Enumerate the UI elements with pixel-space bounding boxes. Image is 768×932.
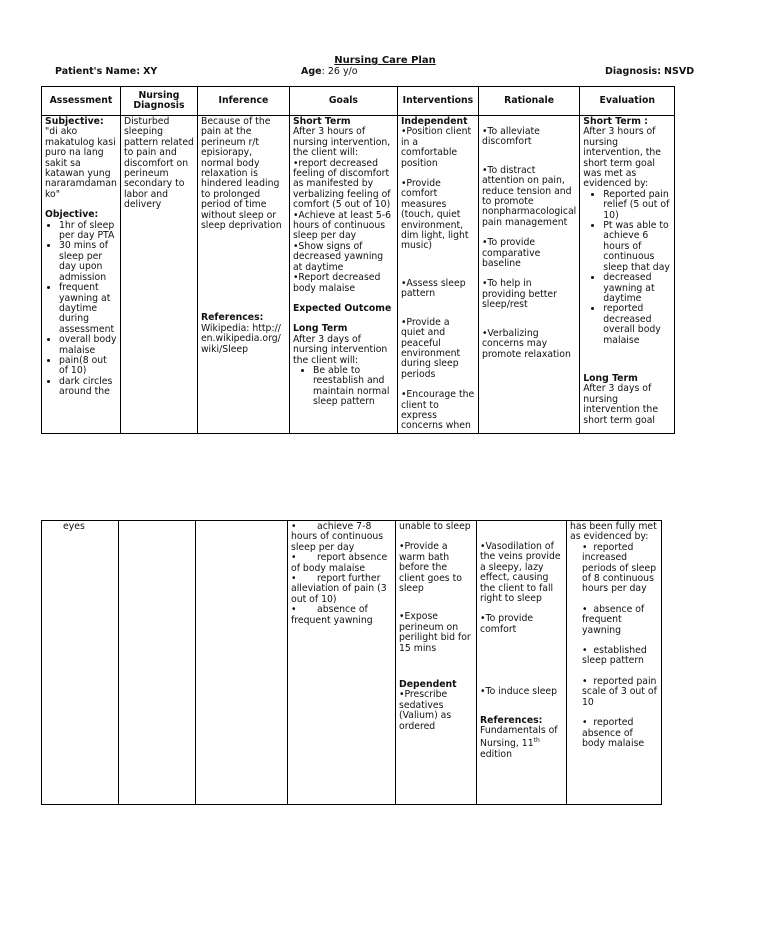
list-item: • To provide comparative baseline <box>482 238 576 269</box>
list-item: • achieve 7-8 hours of continuous sleep per day <box>291 521 384 553</box>
col-header-rationale: Rationale <box>478 87 579 116</box>
assessment-cell <box>42 116 121 434</box>
evaluation-short-term-list <box>583 190 671 346</box>
list-item: • report absence of body malaise <box>291 552 388 574</box>
list-item: • reported increased periods of sleep of 8 continuous hours per day <box>582 541 657 595</box>
diagnosis-text: Disturbed sleeping pattern related to pain and discomfort on perineum secondary to labor and delivery <box>123 116 194 211</box>
inference-text: Because of the pain at the perineum r/t episiorapy, normal body relaxation is hindered leading to prolonged period of time without sleep or sleep deprivation <box>200 116 282 232</box>
rationale-references-label: References: <box>480 714 543 726</box>
document-title: Nursing Care Plan <box>334 55 436 66</box>
evaluation-long-term-intro: After 3 days of nursing intervention the short term goal <box>583 383 659 426</box>
rationale-references-text: Fundamentals of Nursing, 11th edition <box>480 725 558 760</box>
list-item: • frequent yawning at daytime during assessment <box>59 283 117 335</box>
rationale-cell <box>478 116 579 434</box>
list-item: • Achieve at least 5-6 hours of continuous sleep per day <box>293 211 394 242</box>
list-item: • Be able to reestablish and maintain normal sleep pattern <box>313 366 394 408</box>
list-item: • Position client in a comfortable position <box>401 127 475 169</box>
table-body-row-continued <box>42 521 662 805</box>
list-item: • Expose perineum on perilight bid for 15 mins <box>399 612 473 654</box>
list-item: • reported decreased overall body malaise <box>603 304 671 346</box>
patient-name <box>55 66 157 77</box>
interventions-cell <box>397 116 478 434</box>
inference-cell <box>197 116 289 434</box>
evaluation-cell <box>580 116 675 434</box>
independent-label: Independent <box>400 116 468 127</box>
goals-short-term-label: Short Term <box>292 116 351 127</box>
diagnosis-value: NSVD <box>664 66 695 77</box>
col-header-nursing-diagnosis: Nursing Diagnosis <box>120 87 197 116</box>
table-body-row <box>42 116 675 434</box>
interventions-continued-text: unable to sleep <box>399 521 471 532</box>
list-item: • Provide a warm bath before the client goes to sleep <box>399 542 473 594</box>
goals-long-term-list <box>293 366 394 408</box>
goals-long-term-intro: After 3 days of nursing intervention the client will: <box>292 333 388 366</box>
expected-outcome-label: Expected Outcome <box>292 302 392 314</box>
list-item: • 30 mins of sleep per day upon admission <box>59 241 117 283</box>
subjective-label: Subjective: <box>45 116 104 127</box>
objective-label: Objective: <box>45 209 99 221</box>
list-item: • Verbalizing concerns may promote relaxation <box>482 329 576 360</box>
table-header-row <box>42 87 675 116</box>
evaluation-short-term-label: Short Term : <box>583 116 648 127</box>
assessment-continued-text: eyes <box>63 521 85 532</box>
patient-name-value: XY <box>143 66 158 77</box>
patient-age <box>301 66 358 77</box>
list-item: • Encourage the client to express concerns when <box>401 390 475 432</box>
inference-references-label: References: <box>200 312 264 324</box>
col-header-evaluation: Evaluation <box>580 87 675 116</box>
diagnosis <box>605 66 694 77</box>
list-item: • reported pain scale of 3 out of 10 <box>582 675 657 708</box>
list-item: • absence of frequent yawning <box>291 604 373 626</box>
list-item: • absence of frequent yawning <box>582 603 645 636</box>
list-item: • Provide a quiet and peaceful environment during sleep periods <box>401 318 475 380</box>
col-header-assessment: Assessment <box>42 87 121 116</box>
rationale-cell-continued <box>477 521 567 805</box>
interventions-cell-continued <box>396 521 477 805</box>
patient-name-label: Patient's Name: <box>55 66 141 77</box>
evaluation-long-term-label: Long Term <box>583 372 638 384</box>
dependent-label: Dependent <box>399 679 457 691</box>
subjective-text: "di ako makatulog kasi puro na lang sakit sa katawan yung nararamdaman ko" <box>45 126 117 200</box>
list-item: • To help in providing better sleep/rest <box>482 279 576 310</box>
goals-short-term-intro: After 3 hours of nursing intervention, the client will: <box>292 126 391 159</box>
evaluation-continued-text: has been fully met as evidenced by: <box>570 521 657 543</box>
diagnosis-label: Diagnosis: <box>605 66 662 77</box>
list-item: • To alleviate discomfort <box>482 127 576 148</box>
list-item: • To distract attention on pain, reduce tension and to promote nonpharmacological pain management <box>482 166 576 228</box>
nursing-diagnosis-cell-continued <box>119 521 196 805</box>
age-label: Age <box>301 66 322 77</box>
list-item: • Report decreased body malaise <box>293 273 394 294</box>
list-item: • Provide comfort measures (touch, quiet environment, dim light, light music) <box>401 179 475 252</box>
nursing-diagnosis-cell <box>120 116 197 434</box>
inference-references-text: Wikipedia: http://en.wikipedia.org/wiki/Sleep <box>200 322 281 355</box>
list-item: • pain(8 out of 10) <box>59 356 117 377</box>
list-item: • report further alleviation of pain (3 out of 10) <box>291 573 387 605</box>
col-header-inference: Inference <box>197 87 289 116</box>
list-item: • 1hr of sleep per day PTA <box>59 221 117 242</box>
list-item: • To induce sleep <box>480 687 563 697</box>
age-value: : 26 y/o <box>321 66 358 77</box>
goals-cell-continued <box>288 521 396 805</box>
evaluation-cell-continued <box>567 521 662 805</box>
list-item: • report decreased feeling of discomfort as manifested by verbalizing feeling of comfort (5 out of 10) <box>293 159 394 211</box>
list-item: • dark circles around the <box>59 377 117 398</box>
inference-cell-continued <box>196 521 288 805</box>
list-item: • Show signs of decreased yawning at daytime <box>293 242 394 273</box>
list-item: • decreased yawning at daytime <box>603 273 671 304</box>
evaluation-short-term-intro: After 3 hours of nursing intervention, the short term goal was met as evidenced by: <box>583 126 662 190</box>
list-item: • established sleep pattern <box>582 645 647 667</box>
goals-long-term-label: Long Term <box>292 323 348 335</box>
objective-list <box>45 221 117 398</box>
evaluation-long-term-list <box>570 543 658 750</box>
list-item: • Pt was able to achieve 6 hours of continuous sleep that day <box>603 221 671 273</box>
col-header-goals: Goals <box>289 87 397 116</box>
assessment-cell-continued <box>42 521 119 805</box>
care-plan-table-page-2 <box>41 520 662 805</box>
list-item: • Prescribe sedatives (Valium) as ordered <box>399 690 473 732</box>
list-item: • Vasodilation of the veins provide a sleepy, lazy effect, causing the client to fall right to sleep <box>480 542 563 604</box>
list-item: • reported absence of body malaise <box>582 717 645 749</box>
list-item: • overall body malaise <box>59 335 117 356</box>
col-header-interventions: Interventions <box>397 87 478 116</box>
list-item: • Assess sleep pattern <box>401 279 475 300</box>
list-item: • Reported pain relief (5 out of 10) <box>603 190 671 221</box>
care-plan-table-page-1 <box>41 86 675 434</box>
list-item: • To provide comfort <box>480 614 563 635</box>
goals-cell <box>289 116 397 434</box>
